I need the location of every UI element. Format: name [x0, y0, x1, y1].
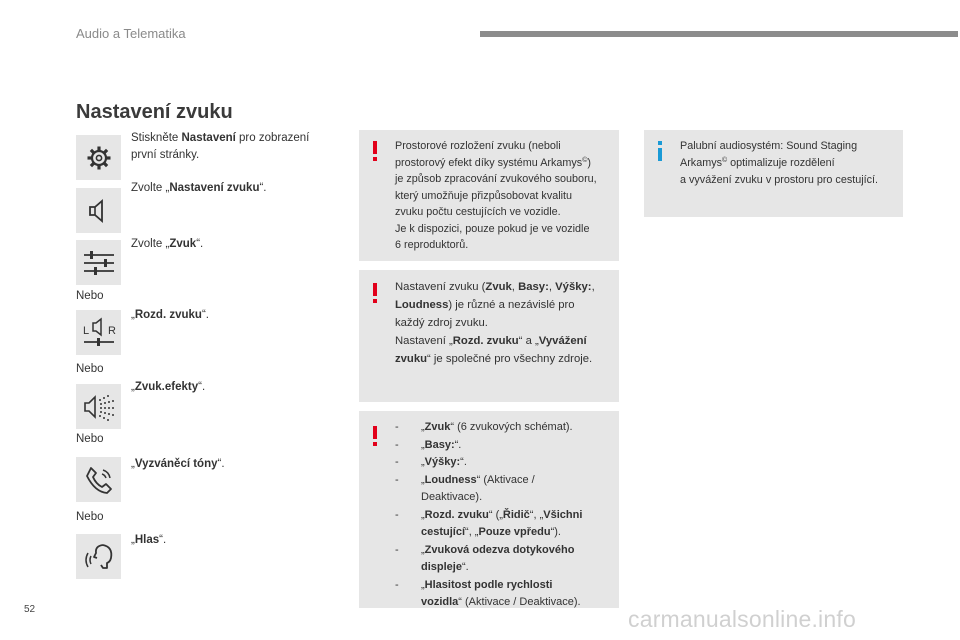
- step-sound-settings: Zvolte „Nastavení zvuku“.: [131, 182, 267, 194]
- equalizer-sliders-icon: [76, 240, 121, 285]
- info-icon: [656, 141, 664, 161]
- step-settings: Stiskněte Nastavení pro zobrazení první stránky.: [131, 132, 310, 161]
- page-number: 52: [24, 604, 36, 615]
- step-sound-effects: „Zvuk.efekty“.: [131, 381, 206, 393]
- warning-icon: [371, 141, 379, 161]
- list-item: - „Hlasitost podle rychlosti vozidla“ (Aktivace / Deaktivace).: [395, 578, 581, 608]
- list-item: - „Zvuková odezva dotykového displeje“.: [395, 543, 575, 573]
- list-item: - „Loudness“ (Aktivace / Deaktivace).: [395, 473, 535, 503]
- header-title: Audio a Telematika: [76, 26, 186, 41]
- or-label: Nebo: [76, 290, 104, 302]
- note-sound-staging: [644, 130, 903, 217]
- speaker-icon: [76, 188, 121, 233]
- list-item: - „Výšky:“.: [395, 456, 467, 468]
- note-arkamys-text: Prostorové rozložení zvuku (neboli prostorový efekt díky systému Arkamys©) je způsob zpracování zvukového souboru, který umožňuje přizpůsobovat kvalitu zvuku počtu cestujících ve vozidle. Je k dispozici, pouze pokud je ve vozidle 6 reproduktorů.: [395, 140, 597, 251]
- svg-text:R: R: [107, 324, 116, 337]
- watermark: carmanualsonline.info: [628, 606, 856, 632]
- step-sound: Zvolte „Zvuk“.: [131, 238, 204, 250]
- step-ring-tones: „Vyzváněcí tóny“.: [131, 458, 225, 470]
- svg-text:L: L: [82, 324, 89, 337]
- warning-icon: [371, 283, 379, 303]
- section-title: Nastavení zvuku: [76, 101, 233, 123]
- note-sound-staging-text: Palubní audiosystém: Sound Staging Arkamys© optimalizuje rozdělení a vyvážení zvuku v prostoru pro cestující.: [680, 140, 879, 186]
- warning-icon: [371, 426, 379, 446]
- step-balance: „Rozd. zvuku“.: [131, 309, 209, 321]
- list-item: - „Basy:“.: [395, 438, 462, 451]
- note-arkamys: [359, 130, 619, 261]
- or-label: Nebo: [76, 433, 104, 445]
- note-options-list: [359, 411, 619, 608]
- voice-icon: [76, 534, 121, 579]
- settings-gear-icon: [76, 135, 121, 180]
- list-item: - „Zvuk“ (6 zvukových schémat).: [395, 421, 573, 433]
- phone-handset-icon: [76, 457, 121, 502]
- list-item: - „Rozd. zvuku“ („Řidič“, „Všichni cestující“, „Pouze vpředu“).: [395, 508, 583, 538]
- speaker-effects-icon: [76, 384, 121, 429]
- or-label: Nebo: [76, 363, 104, 375]
- note-independent-text: Nastavení zvuku (Zvuk, Basy:, Výšky:, Loudness) je různé a nezávislé pro každý zdroj zvuku. Nastavení „Rozd. zvuku“ a „Vyvážení zvuku“ je společné pro všechny zdroje.: [395, 281, 595, 365]
- header-bar: [480, 31, 958, 37]
- step-voice: „Hlas“.: [131, 534, 167, 546]
- options-list: [395, 419, 611, 612]
- or-label: Nebo: [76, 511, 104, 523]
- balance-lr-icon: [76, 310, 121, 355]
- note-independent-settings: [359, 270, 619, 402]
